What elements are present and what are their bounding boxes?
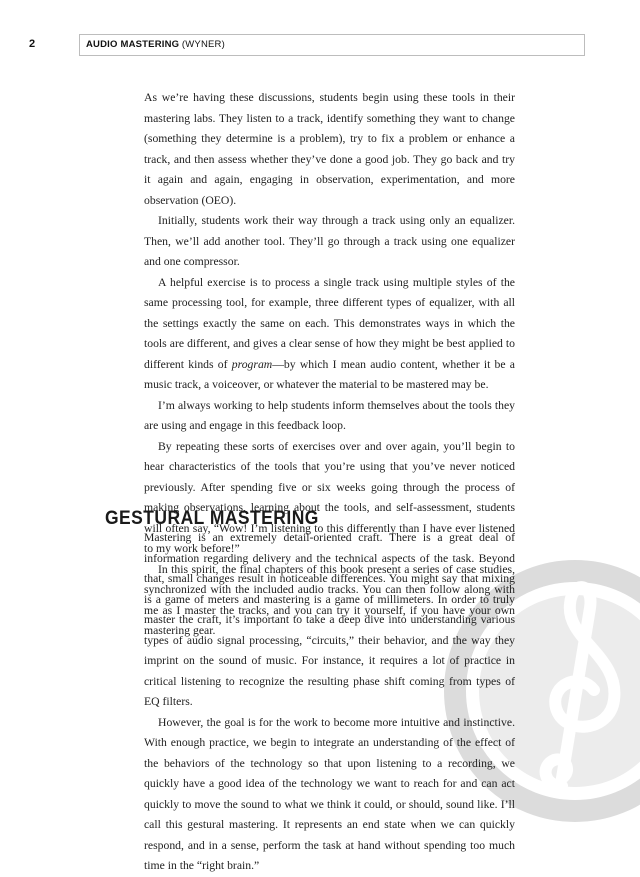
intro-paragraph: By repeating these sorts of exercises over and over again, you’ll begin to hear characteristics of the tools that you’re using that you’ve never noticed previously. After spending five or six weeks going through the process of making observations, learning about the tools, and self-assessment, students will often say, “Wow! I’m listening to this differently than I have ever listened to my work before!” xyxy=(144,439,515,555)
section-text xyxy=(144,528,515,877)
page-number: 2 xyxy=(29,38,36,50)
intro-paragraph: Initially, students work their way through a track using only an equalizer. Then, we’ll add another tool. They’ll go through a track using one equalizer and one compressor. xyxy=(144,214,515,268)
intro-paragraph: As we’re having these discussions, students begin using these tools in their mastering labs. They listen to a track, identify something they want to change (something they determine is a problem), try to fix a problem or enhance a track, and then assess whether they’ve done a good job. They go back and try it again and again, engaging in observation, experimentation, and more observation (OEO). xyxy=(144,91,515,207)
section-paragraph: However, the goal is for the work to become more intuitive and instinctive. With enough practice, we begin to integrate an understanding of the effect of the behaviors of the technology so that upon listening to a recording, we quickly have a good idea of the technology we want to reach for and can act quickly to move the sound to what we think it could, or should, sound like. I’ll call this gestural mastering. It represents an end state when we can quickly respond, and in a sense, perform the task at hand without spending too much time in the “right brain.” xyxy=(144,715,515,872)
running-head xyxy=(79,34,585,56)
intro-paragraph: In this spirit, the final chapters of this book present a series of case studies, synchronized with the included audio tracks. You can then follow along with me as I master the tracks, and you can try it yourself, if you have your own mastering gear. xyxy=(144,562,515,637)
page-header xyxy=(29,34,585,56)
book-title: AUDIO MASTERING xyxy=(86,39,180,50)
section-heading: GESTURAL MASTERING xyxy=(105,508,319,529)
intro-paragraph: I’m always working to help students inform themselves about the tools they are using and engage in this feedback loop. xyxy=(144,398,515,432)
paragraph-text: A helpful exercise is to process a single track using multiple styles of the same processing tool, for example, three different types of equalizer, with all the settings exactly the same on each. This demonstrates ways in which the tools are different, and gives a clear sense of how they might be best applied to different kinds of xyxy=(144,275,515,371)
paragraph-text: —by which I mean audio content, whether it be a music track, a voiceover, or whatever the material to be mastered may be. xyxy=(144,357,515,391)
section-paragraph: Mastering is an extremely detail-oriented craft. There is a great deal of information regarding delivery and the technical aspects of the task. Beyond that, small changes result in noticeable differences. You might say that mixing is a game of meters and mastering is a game of millimeters. In order to truly master the craft, it’s important to take a deep dive into understanding various types of audio signal processing, “circuits,” their behavior, and the way they imprint on the sound of music. For instance, it requires a lot of practice in critical listening to recognize the resulting phase shift coming from types of EQ filters. xyxy=(144,531,515,708)
book-author: (WYNER) xyxy=(181,39,225,50)
intro-paragraph xyxy=(144,273,515,396)
italic-term-program: program xyxy=(231,357,273,371)
